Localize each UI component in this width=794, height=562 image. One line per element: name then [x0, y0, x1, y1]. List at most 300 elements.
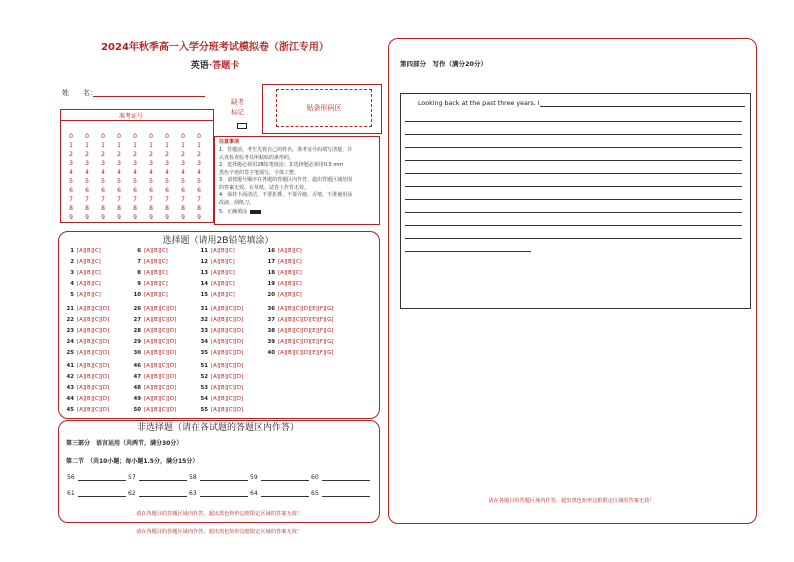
notes-box: [214, 136, 380, 225]
digit-bubble[interactable]: 6: [133, 187, 137, 194]
mc-question[interactable]: [64, 374, 109, 380]
answer-options[interactable]: [A][B][C][D]: [211, 328, 244, 334]
mc-question[interactable]: [198, 248, 235, 254]
blank-item[interactable]: [189, 490, 248, 497]
digit-bubble[interactable]: 2: [85, 151, 89, 158]
mc-question[interactable]: [198, 350, 243, 356]
card-label: 答题卡: [212, 61, 240, 71]
mc-question[interactable]: [131, 396, 176, 402]
digit-bubble[interactable]: 1: [165, 142, 169, 149]
mc-question[interactable]: [131, 292, 168, 298]
mc-question[interactable]: [64, 281, 101, 287]
digit-bubble[interactable]: 8: [197, 205, 201, 212]
blank-number: 63: [189, 490, 197, 497]
question-number: 51: [200, 363, 208, 369]
answer-options[interactable]: [A][B][C][D][E][F][G]: [278, 306, 334, 312]
mc-question[interactable]: [64, 248, 101, 254]
mc-question[interactable]: [131, 407, 176, 413]
digit-bubble[interactable]: 9: [149, 214, 153, 221]
mc-question[interactable]: [64, 350, 109, 356]
answer-options[interactable]: [A][B][C][D]: [144, 385, 177, 391]
digit-bubble[interactable]: 8: [69, 205, 73, 212]
mc-question[interactable]: [198, 292, 235, 298]
blank-line[interactable]: [78, 474, 126, 481]
digit-bubble[interactable]: 4: [117, 169, 121, 176]
digit-bubble[interactable]: 2: [101, 151, 105, 158]
digit-bubble[interactable]: 5: [197, 178, 201, 185]
answer-options[interactable]: [A][B][C][D]: [77, 317, 110, 323]
question-number: 31: [200, 306, 208, 312]
admission-digit-column: [95, 132, 111, 222]
answer-options[interactable]: [A][B][C][D][E][F][G]: [278, 328, 334, 334]
digit-bubble[interactable]: 3: [101, 160, 105, 167]
question-number: 8: [137, 270, 141, 276]
mc-question[interactable]: [131, 339, 176, 345]
answer-options[interactable]: [A][B][C]: [144, 248, 168, 254]
answer-options[interactable]: [A][B][C][D]: [211, 339, 244, 345]
digit-bubble[interactable]: 7: [101, 196, 105, 203]
mc-question[interactable]: [131, 270, 168, 276]
digit-bubble[interactable]: 6: [101, 187, 105, 194]
digit-bubble[interactable]: 5: [181, 178, 185, 185]
question-number: 4: [70, 281, 74, 287]
answer-options[interactable]: [A][B][C]: [211, 259, 235, 265]
blank-item[interactable]: [311, 490, 370, 497]
answer-options[interactable]: [A][B][C][D]: [144, 339, 177, 345]
writing-box[interactable]: [400, 93, 751, 309]
digit-bubble[interactable]: 5: [133, 178, 137, 185]
answer-options[interactable]: [A][B][C]: [211, 248, 235, 254]
answer-options[interactable]: [A][B][C][D]: [77, 374, 110, 380]
mc-question[interactable]: [265, 281, 302, 287]
digit-bubble[interactable]: 4: [149, 169, 153, 176]
question-number: 42: [66, 374, 74, 380]
digit-bubble[interactable]: 7: [197, 196, 201, 203]
digit-bubble[interactable]: 8: [149, 205, 153, 212]
digit-bubble[interactable]: 3: [133, 160, 137, 167]
answer-options[interactable]: [A][B][C][D]: [144, 350, 177, 356]
mc-question[interactable]: [131, 350, 176, 356]
fill-label: 5．正确填涂: [219, 209, 248, 215]
blank-number: 59: [250, 474, 258, 481]
mc-question[interactable]: [198, 259, 235, 265]
blank-line[interactable]: [78, 490, 126, 497]
digit-bubble[interactable]: 1: [133, 142, 137, 149]
blank-line[interactable]: [261, 474, 309, 481]
digit-bubble[interactable]: 8: [85, 205, 89, 212]
mc-question[interactable]: [198, 363, 243, 369]
digit-bubble[interactable]: 2: [133, 151, 137, 158]
question-number: 18: [267, 270, 275, 276]
mc-question[interactable]: [64, 407, 109, 413]
digit-bubble[interactable]: 2: [197, 151, 201, 158]
writing-line[interactable]: [405, 199, 742, 200]
question-number: 46: [133, 363, 141, 369]
answer-options[interactable]: [A][B][C][D]: [144, 317, 177, 323]
digit-bubble[interactable]: 6: [165, 187, 169, 194]
admission-digit-column: [159, 132, 175, 222]
digit-bubble[interactable]: 0: [197, 133, 201, 140]
mc-question[interactable]: [64, 328, 109, 334]
answer-card-title: [60, 58, 370, 71]
digit-bubble[interactable]: 0: [181, 133, 185, 140]
digit-bubble[interactable]: 5: [85, 178, 89, 185]
blank-item[interactable]: [67, 490, 126, 497]
digit-bubble[interactable]: 2: [165, 151, 169, 158]
non-choice-panel: [58, 420, 380, 523]
digit-bubble[interactable]: 8: [181, 205, 185, 212]
answer-options[interactable]: [A][B][C][D]: [77, 306, 110, 312]
section3-heading: 第三部分 语言运用（共两节，满分30分）: [66, 440, 183, 447]
name-label: 姓 名：: [62, 89, 97, 97]
digit-bubble[interactable]: 0: [85, 133, 89, 140]
barcode-label: 贴条形码区: [276, 89, 372, 127]
digit-bubble[interactable]: 7: [133, 196, 137, 203]
subject-label: 英语: [190, 61, 209, 71]
answer-options[interactable]: [A][B][C][D]: [144, 407, 177, 413]
digit-bubble[interactable]: 6: [149, 187, 153, 194]
question-number: 47: [133, 374, 141, 380]
digit-bubble[interactable]: 9: [165, 214, 169, 221]
mc-question[interactable]: [265, 328, 333, 334]
filled-box-icon: [250, 210, 261, 214]
answer-options[interactable]: [A][B][C]: [144, 270, 168, 276]
answer-options[interactable]: [A][B][C][D]: [77, 396, 110, 402]
blank-item[interactable]: [128, 490, 187, 497]
blank-item[interactable]: [311, 474, 370, 481]
mc-question[interactable]: [198, 317, 243, 323]
mc-question[interactable]: [198, 339, 243, 345]
digit-bubble[interactable]: 4: [101, 169, 105, 176]
answer-options[interactable]: [A][B][C][D]: [211, 363, 244, 369]
question-number: 27: [133, 317, 141, 323]
digit-bubble[interactable]: 6: [85, 187, 89, 194]
mc-question[interactable]: [198, 281, 235, 287]
answer-options[interactable]: [A][B][C]: [144, 281, 168, 287]
mc-question[interactable]: [131, 374, 176, 380]
digit-bubble[interactable]: 0: [133, 133, 137, 140]
writing-title: 第四部分 写作（满分20分）: [400, 60, 488, 68]
digit-bubble[interactable]: 1: [117, 142, 121, 149]
answer-options[interactable]: [A][B][C][D]: [211, 350, 244, 356]
question-number: 23: [66, 328, 74, 334]
answer-options[interactable]: [A][B][C]: [211, 270, 235, 276]
question-number: 35: [200, 350, 208, 356]
digit-bubble[interactable]: 4: [197, 169, 201, 176]
answer-options[interactable]: [A][B][C][D]: [77, 407, 110, 413]
digit-bubble[interactable]: 6: [117, 187, 121, 194]
mc-question[interactable]: [64, 317, 109, 323]
blank-line[interactable]: [200, 474, 248, 481]
digit-bubble[interactable]: 9: [69, 214, 73, 221]
writing-line[interactable]: [405, 251, 531, 252]
answer-options[interactable]: [A][B][C][D]: [211, 407, 244, 413]
digit-bubble[interactable]: 6: [69, 187, 73, 194]
answer-options[interactable]: [A][B][C]: [144, 292, 168, 298]
mc-question[interactable]: [131, 281, 168, 287]
question-number: 17: [267, 259, 275, 265]
mc-question[interactable]: [265, 317, 333, 323]
blank-line[interactable]: [139, 474, 187, 481]
mc-question[interactable]: [265, 259, 302, 265]
digit-bubble[interactable]: 0: [101, 133, 105, 140]
answer-options[interactable]: [A][B][C][D][E][F][G]: [278, 317, 334, 323]
answer-options[interactable]: [A][B][C]: [211, 292, 235, 298]
answer-options[interactable]: [A][B][C][D]: [211, 317, 244, 323]
digit-bubble[interactable]: 9: [85, 214, 89, 221]
writing-line[interactable]: [405, 225, 742, 226]
blank-number: 61: [67, 490, 75, 497]
digit-bubble[interactable]: 0: [69, 133, 73, 140]
mc-question[interactable]: [64, 259, 101, 265]
digit-bubble[interactable]: 7: [165, 196, 169, 203]
answer-options[interactable]: [A][B][C][D]: [77, 339, 110, 345]
mc-question[interactable]: [64, 385, 109, 391]
digit-bubble[interactable]: 3: [85, 160, 89, 167]
answer-options[interactable]: [A][B][C]: [77, 292, 101, 298]
writing-line[interactable]: [405, 147, 742, 148]
blank-item[interactable]: [250, 474, 309, 481]
digit-bubble[interactable]: 6: [181, 187, 185, 194]
blank-number: 56: [67, 474, 75, 481]
answer-options[interactable]: [A][B][C]: [77, 281, 101, 287]
digit-bubble[interactable]: 7: [149, 196, 153, 203]
answer-options[interactable]: [A][B][C][D]: [144, 328, 177, 334]
writing-line[interactable]: [405, 212, 742, 213]
mc-question[interactable]: [198, 396, 243, 402]
digit-bubble[interactable]: 2: [117, 151, 121, 158]
mc-question[interactable]: [131, 385, 176, 391]
answer-options[interactable]: [A][B][C][D]: [144, 306, 177, 312]
digit-bubble[interactable]: 3: [165, 160, 169, 167]
mc-question[interactable]: [64, 292, 101, 298]
digit-bubble[interactable]: 9: [197, 214, 201, 221]
answer-options[interactable]: [A][B][C]: [278, 248, 302, 254]
digit-bubble[interactable]: 2: [149, 151, 153, 158]
question-number: 21: [66, 306, 74, 312]
blank-number: 65: [311, 490, 319, 497]
mc-question[interactable]: [64, 306, 109, 312]
question-number: 37: [267, 317, 275, 323]
mc-question[interactable]: [64, 339, 109, 345]
digit-bubble[interactable]: 8: [165, 205, 169, 212]
writing-line[interactable]: [405, 134, 742, 135]
mc-question[interactable]: [265, 350, 333, 356]
mc-question[interactable]: [64, 270, 101, 276]
question-number: 9: [137, 281, 141, 287]
writing-line[interactable]: [405, 186, 742, 187]
writing-line[interactable]: [405, 121, 742, 122]
answer-options[interactable]: [A][B][C]: [278, 259, 302, 265]
admission-digit-column: [79, 132, 95, 222]
digit-bubble[interactable]: 1: [85, 142, 89, 149]
digit-bubble[interactable]: 1: [101, 142, 105, 149]
digit-bubble[interactable]: 9: [133, 214, 137, 221]
answer-options[interactable]: [A][B][C][D]: [211, 385, 244, 391]
admission-digit-column: [175, 132, 191, 222]
digit-bubble[interactable]: 5: [149, 178, 153, 185]
digit-bubble[interactable]: 4: [133, 169, 137, 176]
question-number: 38: [267, 328, 275, 334]
title-dot: ·: [208, 61, 213, 71]
answer-options[interactable]: [A][B][C][D]: [77, 350, 110, 356]
digit-bubble[interactable]: 5: [101, 178, 105, 185]
digit-bubble[interactable]: 5: [69, 178, 73, 185]
digit-bubble[interactable]: 7: [85, 196, 89, 203]
digit-bubble[interactable]: 3: [149, 160, 153, 167]
answer-options[interactable]: [A][B][C][D][E][F][G]: [278, 350, 334, 356]
digit-bubble[interactable]: 6: [197, 187, 201, 194]
question-number: 30: [133, 350, 141, 356]
mc-question[interactable]: [265, 292, 302, 298]
question-number: 12: [200, 259, 208, 265]
writing-line[interactable]: [405, 238, 742, 239]
notes-line: 4．保持卡面清洁，不要折叠、不要弄破、弄皱，不准使用涂: [219, 192, 353, 198]
digit-bubble[interactable]: 0: [117, 133, 121, 140]
answer-options[interactable]: [A][B][C]: [278, 292, 302, 298]
blank-line[interactable]: [261, 490, 309, 497]
blank-line[interactable]: [139, 490, 187, 497]
digit-bubble[interactable]: 0: [165, 133, 169, 140]
digit-bubble[interactable]: 5: [117, 178, 121, 185]
writing-line[interactable]: [405, 173, 742, 174]
digit-bubble[interactable]: 1: [181, 142, 185, 149]
mc-question[interactable]: [265, 306, 333, 312]
question-number: 28: [133, 328, 141, 334]
admission-digit-column: [127, 132, 143, 222]
digit-bubble[interactable]: 3: [181, 160, 185, 167]
absent-label-line2: 标记: [231, 108, 244, 116]
answer-options[interactable]: [A][B][C]: [211, 281, 235, 287]
answer-options[interactable]: [A][B][C]: [278, 281, 302, 287]
digit-bubble[interactable]: 3: [117, 160, 121, 167]
question-number: 3: [70, 270, 74, 276]
digit-bubble[interactable]: 9: [101, 214, 105, 221]
digit-bubble[interactable]: 7: [117, 196, 121, 203]
digit-bubble[interactable]: 4: [165, 169, 169, 176]
digit-bubble[interactable]: 2: [69, 151, 73, 158]
mc-question[interactable]: [131, 363, 176, 369]
blank-item[interactable]: [128, 474, 187, 481]
question-number: 41: [66, 363, 74, 369]
mc-question[interactable]: [265, 248, 302, 254]
answer-options[interactable]: [A][B][C]: [77, 270, 101, 276]
blank-number: 62: [128, 490, 136, 497]
question-number: 20: [267, 292, 275, 298]
blank-number: 58: [189, 474, 197, 481]
digit-bubble[interactable]: 8: [101, 205, 105, 212]
answer-options[interactable]: [A][B][C][D]: [144, 374, 177, 380]
digit-bubble[interactable]: 5: [165, 178, 169, 185]
mc-question[interactable]: [198, 385, 243, 391]
answer-options[interactable]: [A][B][C]: [278, 270, 302, 276]
digit-bubble[interactable]: 4: [85, 169, 89, 176]
mc-question[interactable]: [131, 317, 176, 323]
question-number: 13: [200, 270, 208, 276]
answer-options[interactable]: [A][B][C][D][E][F][G]: [278, 339, 334, 345]
blank-item[interactable]: [189, 474, 248, 481]
notes-fill-example: [219, 209, 375, 217]
digit-bubble[interactable]: 4: [69, 169, 73, 176]
answer-options[interactable]: [A][B][C][D]: [144, 363, 177, 369]
question-number: 25: [66, 350, 74, 356]
answer-options[interactable]: [A][B][C]: [77, 248, 101, 254]
question-number: 10: [133, 292, 141, 298]
digit-bubble[interactable]: 2: [181, 151, 185, 158]
blank-line[interactable]: [322, 474, 370, 481]
mc-question[interactable]: [64, 363, 109, 369]
digit-bubble[interactable]: 3: [69, 160, 73, 167]
question-number: 15: [200, 292, 208, 298]
answer-options[interactable]: [A][B][C][D]: [144, 396, 177, 402]
answer-options[interactable]: [A][B][C][D]: [77, 363, 110, 369]
mc-question[interactable]: [131, 306, 176, 312]
admission-digit-column: [143, 132, 159, 222]
mc-question[interactable]: [198, 328, 243, 334]
answer-options[interactable]: [A][B][C][D]: [211, 306, 244, 312]
digit-bubble[interactable]: 9: [117, 214, 121, 221]
writing-line[interactable]: [405, 160, 742, 161]
answer-options[interactable]: [A][B][C][D]: [211, 396, 244, 402]
digit-bubble[interactable]: 7: [69, 196, 73, 203]
question-number: 11: [200, 248, 208, 254]
answer-options[interactable]: [A][B][C]: [77, 259, 101, 265]
mc-question[interactable]: [265, 339, 333, 345]
digit-bubble[interactable]: 1: [69, 142, 73, 149]
question-number: 19: [267, 281, 275, 287]
question-number: 48: [133, 385, 141, 391]
admission-digit-columns: [63, 132, 207, 222]
name-field[interactable]: [93, 96, 205, 97]
question-number: 43: [66, 385, 74, 391]
notes-line: 认真检查监考员所粘贴的条形码。: [219, 154, 295, 161]
digit-bubble[interactable]: 1: [197, 142, 201, 149]
mc-question[interactable]: [198, 407, 243, 413]
notes-line: 3．请按题号顺序在各题的答题区内作答，超出答题区域范围: [219, 177, 353, 183]
answer-options[interactable]: [A][B][C][D]: [77, 328, 110, 334]
answer-options[interactable]: [A][B][C]: [144, 259, 168, 265]
digit-bubble[interactable]: 0: [149, 133, 153, 140]
answer-options[interactable]: [A][B][C][D]: [77, 385, 110, 391]
digit-bubble[interactable]: 9: [181, 214, 185, 221]
question-number: 39: [267, 339, 275, 345]
notes-line: 1．答题前，考生先将自己的姓名、准考证号码填写清楚，并: [219, 147, 353, 153]
mc-question[interactable]: [131, 248, 168, 254]
digit-bubble[interactable]: 8: [117, 205, 121, 212]
digit-bubble[interactable]: 3: [197, 160, 201, 167]
mc-question[interactable]: [198, 374, 243, 380]
question-number: 44: [66, 396, 74, 402]
mc-question[interactable]: [131, 259, 168, 265]
question-number: 45: [66, 407, 74, 413]
mc-question[interactable]: [198, 270, 235, 276]
inner-warning: 请在各题目的答题区域内作答，超出黑色矩形边框限定区域的答案无效！: [135, 511, 302, 517]
digit-bubble[interactable]: 8: [133, 205, 137, 212]
digit-bubble[interactable]: 4: [181, 169, 185, 176]
absent-checkbox[interactable]: [237, 123, 247, 129]
blank-line[interactable]: [322, 490, 370, 497]
digit-bubble[interactable]: 7: [181, 196, 185, 203]
mc-question[interactable]: [131, 328, 176, 334]
mc-question[interactable]: [64, 396, 109, 402]
mc-question[interactable]: [198, 306, 243, 312]
digit-bubble[interactable]: 1: [149, 142, 153, 149]
answer-options[interactable]: [A][B][C][D]: [211, 374, 244, 380]
blank-item[interactable]: [67, 474, 126, 481]
blank-line[interactable]: [200, 490, 248, 497]
mc-question[interactable]: [265, 270, 302, 276]
blank-item[interactable]: [250, 490, 309, 497]
